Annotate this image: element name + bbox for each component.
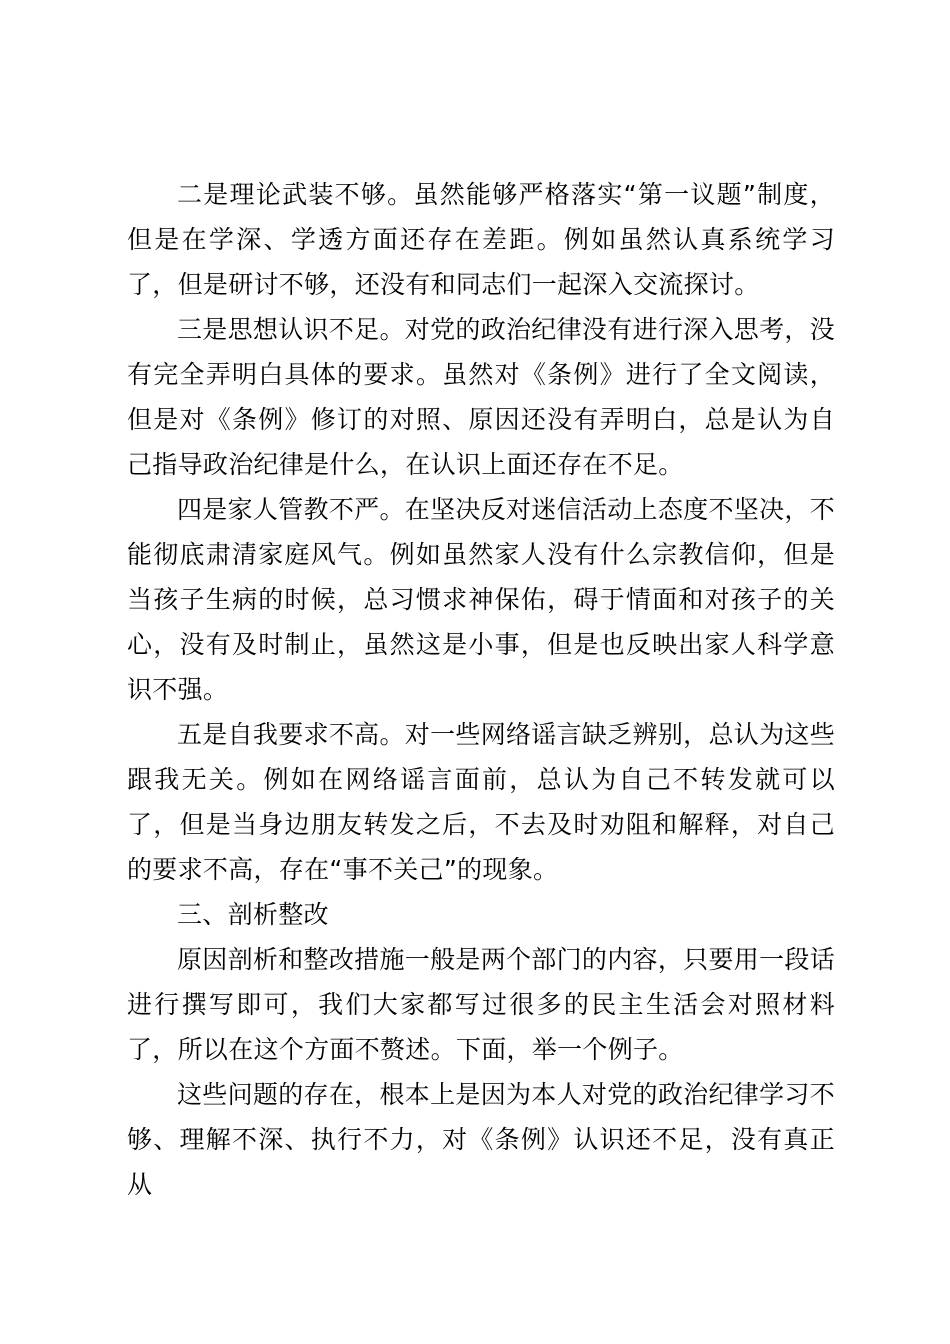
paragraph-theory-armament: 二是理论武装不够。虽然能够严格落实“第一议题”制度，但是在学深、学透方面还存在差距。例如虽然认真系统学习了，但是研讨不够，还没有和同志们一起深入交流探讨。 — [127, 180, 835, 299]
paragraph-root-cause: 这些问题的存在，根本上是因为本人对党的政治纪律学习不够、理解不深、执行不力，对《条例》认识还不足，没有真正从 — [127, 1080, 835, 1199]
paragraph-family-discipline: 四是家人管教不严。在坚决反对迷信活动上态度不坚决，不能彻底肃清家庭风气。例如虽然家人没有什么宗教信仰，但是当孩子生病的时候，总习惯求神保佑，碍于情面和对孩子的关心，没有及时制止，虽然这是小事，但是也反映出家人科学意识不强。 — [127, 495, 835, 704]
paragraph-self-requirement: 五是自我要求不高。对一些网络谣言缺乏辨别，总认为这些跟我无关。例如在网络谣言面前，总认为自己不转发就可以了，但是当身边朋友转发之后，不去及时劝阻和解释，对自己的要求不高，存在“事不关己”的现象。 — [127, 720, 835, 884]
document-body — [127, 172, 835, 1207]
paragraph-cause-analysis-intro: 原因剖析和整改措施一般是两个部门的内容，只要用一段话进行撰写即可，我们大家都写过很多的民主生活会对照材料了，所以在这个方面不赘述。下面，举一个例子。 — [127, 945, 835, 1064]
paragraph-ideological-understanding: 三是思想认识不足。对党的政治纪律没有进行深入思考，没有完全弄明白具体的要求。虽然对《条例》进行了全文阅读，但是对《条例》修订的对照、原因还没有弄明白，总是认为自己指导政治纪律是什么，在认识上面还存在不足。 — [127, 315, 835, 479]
section-heading-analysis-rectification: 三、剖析整改 — [177, 900, 329, 929]
